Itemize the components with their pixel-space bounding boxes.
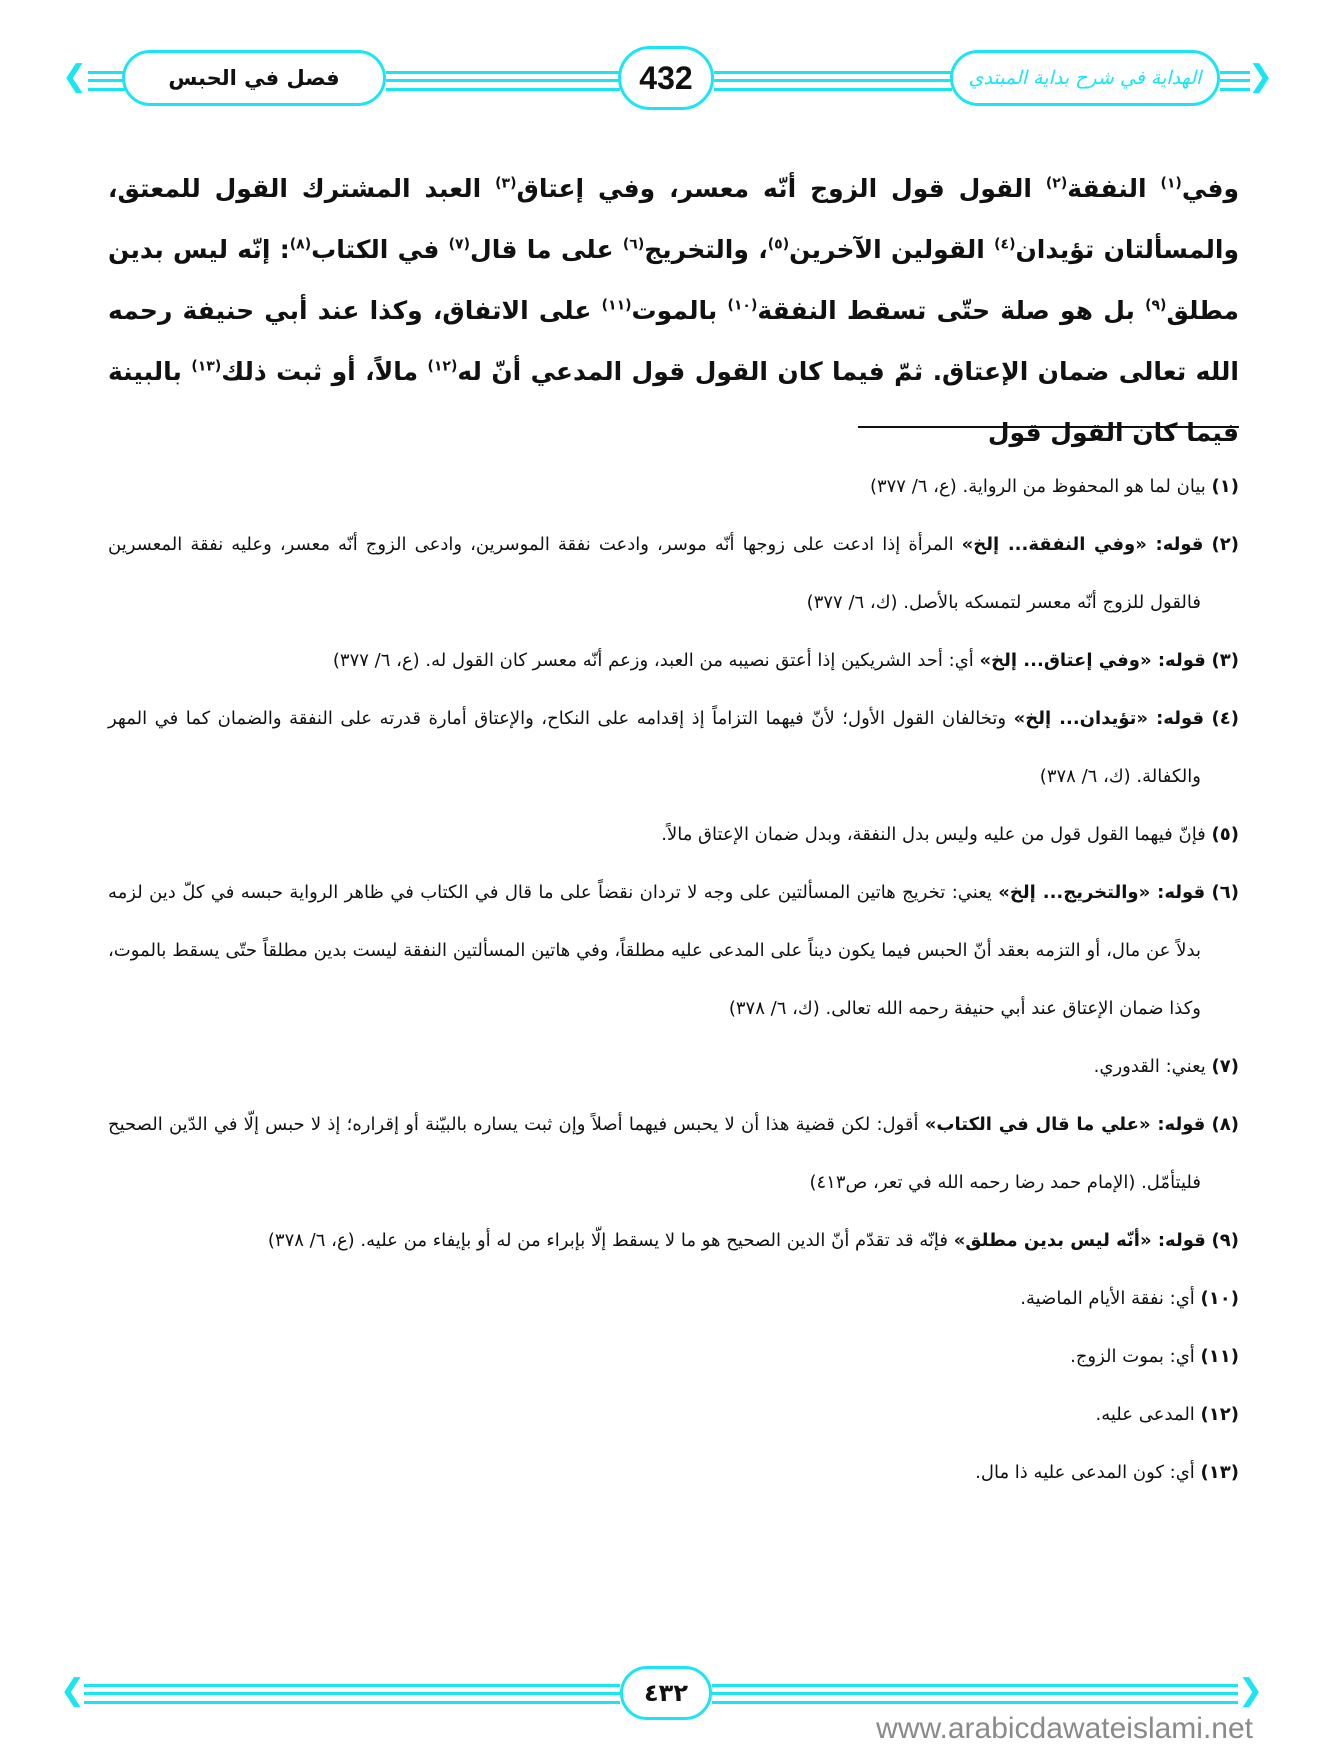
footnote xyxy=(108,1096,1239,1212)
header-rule xyxy=(1220,71,1250,91)
footnote-reference[interactable]: (١٠) xyxy=(727,297,758,314)
footnote-reference[interactable]: (٧) xyxy=(448,236,470,253)
footnote xyxy=(108,1212,1239,1270)
footnote xyxy=(108,1386,1239,1444)
footnote-reference[interactable]: (٥) xyxy=(767,236,790,253)
footnote-text: المدعى عليه. xyxy=(1095,1404,1195,1425)
footnote-number: (٢) xyxy=(1211,534,1239,555)
footnote-lemma: «والتخريج... إلخ» xyxy=(998,882,1151,903)
footnote-lemma: «تؤيدان... إلخ» xyxy=(1013,708,1149,729)
main-text-segment: القول قول الزوج أنّه معسر، وفي إعتاق xyxy=(516,174,1046,203)
main-text-segment: في الكتاب xyxy=(311,235,449,264)
footnote-number: (٩) xyxy=(1211,1230,1239,1251)
footnote-separator xyxy=(858,426,1239,428)
footnote-text: وتخالفان القول الأول؛ لأنّ فيهما التزاماً إذ إقدامه على النكاح، والإعتاق أمارة قدرته على النفقة والضمان كما في المهر والكفالة. (ك، ٦/ ٣٧٨) xyxy=(108,708,1201,787)
main-text-segment: على ما قال xyxy=(470,235,623,264)
footnote-number: (٧) xyxy=(1211,1056,1239,1077)
main-text-segment: ، والتخريج xyxy=(644,235,768,264)
footnote-reference[interactable]: (٤) xyxy=(994,236,1016,253)
footnote-reference[interactable]: (١) xyxy=(1160,175,1182,192)
footnote-prefix: قوله: xyxy=(1151,650,1206,671)
footnote-reference[interactable]: (١٣) xyxy=(191,358,222,375)
footnote-number: (١) xyxy=(1211,476,1239,497)
book-title: الهداية في شرح بداية المبتدي xyxy=(968,67,1202,89)
footnote-lemma: «وفي النفقة... إلخ» xyxy=(961,534,1147,555)
ornament-right-icon: ❯ xyxy=(1238,1673,1264,1708)
footnote xyxy=(108,632,1239,690)
footnote-reference[interactable]: (٦) xyxy=(622,236,645,253)
main-text-segment: العبد المشترك القول للمعتق، والمسألتان تؤيدان xyxy=(108,174,1239,264)
main-text-segment: : إنّه ليس بدين مطلق xyxy=(108,235,1240,325)
footnote xyxy=(108,690,1239,806)
footnote xyxy=(108,1444,1239,1502)
footer-rule xyxy=(712,1684,1238,1704)
footnote-text: فإنّه قد تقدّم أنّ الدين الصحيح هو ما لا يسقط إلّا بإبراء من له أو بإيفاء من عليه. (ع، ٦/ ٣٧٨) xyxy=(267,1230,954,1251)
footnote-prefix: قوله: xyxy=(1146,534,1204,555)
footnote-text: المرأة إذا ادعت على زوجها أنّه موسر، وادعت نفقة الموسرين، وادعى الزوج أنّه معسر، وعليه نفقة المعسرين فالقول للزوج أنّه معسر لتمسكه بالأصل. (ك، ٦/ ٣٧٧) xyxy=(108,534,1201,613)
footnote-number: (١٣) xyxy=(1200,1462,1239,1483)
footnote-number: (١٢) xyxy=(1200,1404,1239,1425)
footnote xyxy=(108,864,1239,1038)
footnote-text: يعني: القدوري. xyxy=(1093,1056,1206,1077)
main-text-segment: بالموت xyxy=(631,296,728,325)
chapter-title-box xyxy=(122,50,386,106)
footnote-number: (٦) xyxy=(1211,882,1239,903)
footnote-text: فإنّ فيهما القول قول من عليه وليس بدل النفقة، وبدل ضمان الإعتاق مالاً. xyxy=(661,824,1206,845)
footnote-reference[interactable]: (٢) xyxy=(1045,175,1068,192)
footnote-reference[interactable]: (٨) xyxy=(289,236,312,253)
website-url: www.arabicdawateislami.net xyxy=(876,1712,1253,1745)
footnote xyxy=(108,516,1239,632)
footnote xyxy=(108,806,1239,864)
footnote-text: أي: أحد الشريكين إذا أعتق نصيبه من العبد، وزعم أنّه معسر كان القول له. (ع، ٦/ ٣٧٧) xyxy=(332,650,980,671)
footnote-reference[interactable]: (١٢) xyxy=(427,358,458,375)
footnote xyxy=(108,1328,1239,1386)
footnote-number: (٣) xyxy=(1211,650,1239,671)
header-rule xyxy=(714,71,952,91)
footnote-reference[interactable]: (١١) xyxy=(601,297,632,314)
footnote-lemma: «وفي إعتاق... إلخ» xyxy=(979,650,1152,671)
page-number-box xyxy=(618,46,714,110)
footnote-prefix: قوله: xyxy=(1151,1230,1206,1251)
footer-page-number: ٤٣٢ xyxy=(644,1679,688,1707)
page-number: 432 xyxy=(639,59,693,96)
footnote-reference[interactable]: (٩) xyxy=(1145,297,1167,314)
main-text xyxy=(108,158,1239,463)
footnote-reference[interactable]: (٣) xyxy=(495,175,517,192)
ornament-right-icon: ❯ xyxy=(1248,59,1274,94)
ornament-left-icon: ❮ xyxy=(62,59,88,94)
footnote xyxy=(108,458,1239,516)
footnote-number: (٥) xyxy=(1211,824,1239,845)
header-rule xyxy=(386,71,620,91)
footnote-text: أي: كون المدعى عليه ذا مال. xyxy=(975,1462,1195,1483)
footnote-number: (٨) xyxy=(1211,1114,1239,1135)
main-text-segment: القولين الآخرين xyxy=(789,235,995,264)
main-text-segment: مالاً، أو ثبت ذلك xyxy=(221,357,428,386)
main-text-segment: بل هو صلة حتّى تسقط النفقة xyxy=(757,296,1146,325)
footnote-prefix: قوله: xyxy=(1150,1114,1206,1135)
footnote-number: (١٠) xyxy=(1200,1288,1239,1309)
footnote-text: أي: بموت الزوج. xyxy=(1070,1346,1195,1367)
main-text-segment: وفي xyxy=(1181,174,1240,203)
footnotes xyxy=(108,458,1239,1502)
footnote-lemma: «علي ما قال في الكتاب» xyxy=(924,1114,1151,1135)
footnote xyxy=(108,1038,1239,1096)
footer-page-number-box xyxy=(620,1666,712,1720)
footnote-number: (١١) xyxy=(1200,1346,1239,1367)
book-title-box xyxy=(950,50,1220,106)
footnote-prefix: قوله: xyxy=(1150,882,1206,903)
chapter-title: فصل في الحبس xyxy=(168,66,340,90)
footnote-text: بيان لما هو المحفوظ من الرواية. (ع، ٦/ ٣٧٧) xyxy=(869,476,1206,497)
footer-rule xyxy=(84,1684,620,1704)
footnote-text: أي: نفقة الأيام الماضية. xyxy=(1020,1288,1195,1309)
footnote-prefix: قوله: xyxy=(1148,708,1205,729)
footnote-number: (٤) xyxy=(1211,708,1240,729)
main-text-segment: بالبينة فيما كان القول قول xyxy=(108,357,1239,447)
ornament-left-icon: ❮ xyxy=(60,1673,86,1708)
footnote-text: أقول: لكن قضية هذا أن لا يحبس فيهما أصلاً وإن ثبت يساره بالبيّنة أو إقراره؛ إذ لا حبس إلّا في الدّين الصحيح فليتأمّل. (الإمام حمد رضا رحمه الله في تعر، ص٤١٣) xyxy=(108,1114,1201,1193)
footnote-lemma: «أنّه ليس بدين مطلق» xyxy=(953,1230,1152,1251)
footnote-text: يعني: تخريج هاتين المسألتين على وجه لا تردان نقضاً على ما قال في الكتاب في ظاهر الرواية حبسه في كلّ دين لزمه بدلاً عن مال، أو التزمه بعقد أنّ الحبس فيما يكون ديناً على المدعى عليه مطلقاً، وفي هاتين المسألتين النفقة ليست بدين مطلقاً حتّى يسقط بالموت، وكذا ضمان الإعتاق عند أبي حنيفة رحمه الله تعالى. (ك، ٦/ ٣٧٨) xyxy=(108,882,1201,1019)
main-text-segment: على الاتفاق، وكذا عند أبي حنيفة رحمه الله تعالى ضمان الإعتاق. ثمّ فيما كان القول قول المدعي أنّ له xyxy=(108,296,1239,386)
footnote xyxy=(108,1270,1239,1328)
main-text-segment: النفقة xyxy=(1067,174,1161,203)
